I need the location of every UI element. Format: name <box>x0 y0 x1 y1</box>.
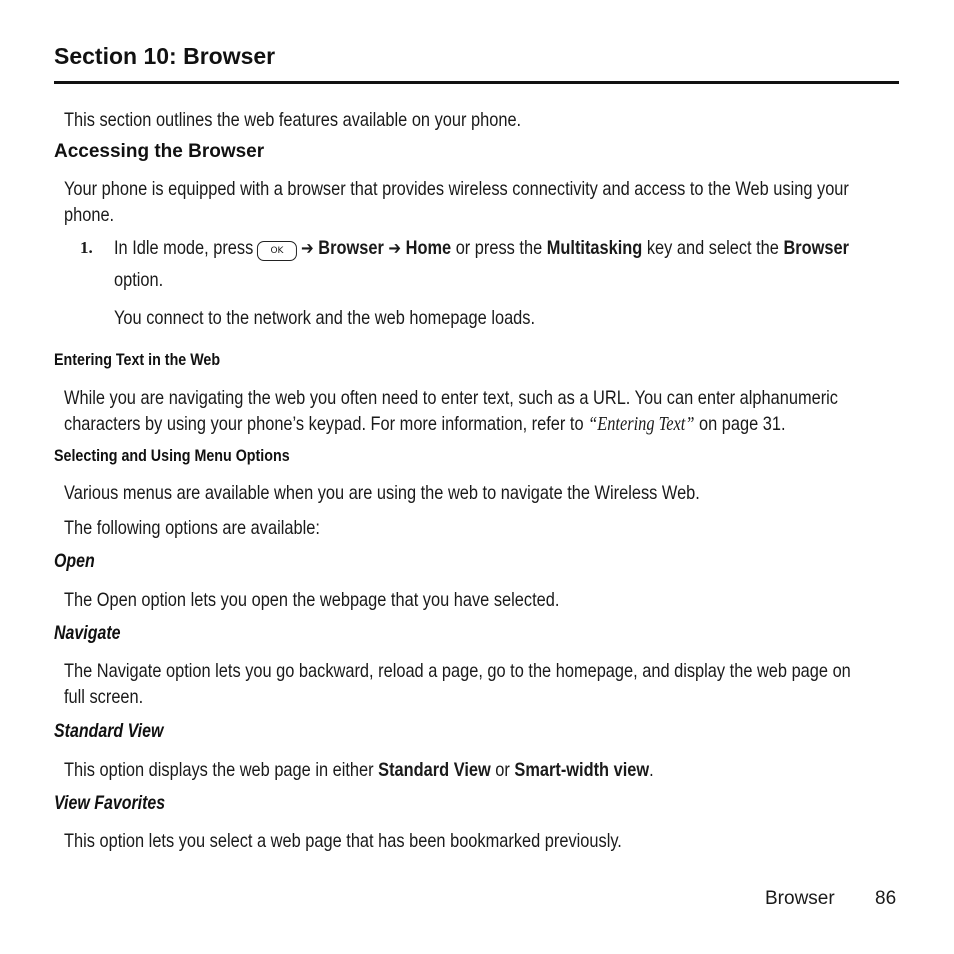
step-or-press: or press the <box>455 237 543 259</box>
entering-text-xref[interactable]: “Entering Text” <box>588 414 695 435</box>
section-title: Section 10: Browser <box>54 43 276 69</box>
step-1-line2: option. <box>114 269 164 291</box>
step-number: 1. <box>80 238 93 257</box>
arrow-right-icon: ➔ <box>388 238 402 259</box>
view-favorites-text: This option lets you select a web page that has been bookmarked previously. <box>64 830 622 852</box>
heading-standard-view: Standard View <box>54 721 164 742</box>
selecting-para2: The following options are available: <box>64 517 320 539</box>
browser-option: Browser <box>783 237 849 259</box>
menu-home: Home <box>405 237 452 259</box>
step-1-line1 <box>114 235 849 262</box>
footer-section-name: Browser <box>765 888 835 909</box>
heading-selecting-menu-options: Selecting and Using Menu Options <box>54 446 290 465</box>
standard-view-option: Standard View <box>378 759 491 781</box>
step-key-select: key and select the <box>646 237 779 259</box>
heading-navigate: Navigate <box>54 623 121 644</box>
step-1-result: You connect to the network and the web homepage loads. <box>114 307 536 329</box>
menu-browser: Browser <box>318 237 384 259</box>
entering-line1: While you are navigating the web you often need to enter text, such as a URL. You can enter alphanumeric <box>64 387 838 409</box>
intro-text: This section outlines the web features available on your phone. <box>64 109 522 131</box>
standard-view-period: . <box>649 759 654 781</box>
title-rule <box>54 81 899 84</box>
heading-entering-text: Entering Text in the Web <box>54 350 221 369</box>
accessing-para-line2: phone. <box>64 204 115 226</box>
footer-page-number: 86 <box>875 888 897 909</box>
entering-paragraph <box>64 385 838 438</box>
navigate-line2: full screen. <box>64 686 144 708</box>
ok-key-icon: OK <box>257 241 297 261</box>
heading-view-favorites: View Favorites <box>54 793 166 814</box>
heading-open: Open <box>54 551 95 572</box>
step-prefix: In Idle mode, press <box>114 237 254 259</box>
accessing-para-line1: Your phone is equipped with a browser that provides wireless connectivity and access to the Web using your <box>64 178 849 200</box>
multitasking-key: Multitasking <box>546 237 643 259</box>
accessing-paragraph <box>64 176 849 228</box>
standard-view-prefix: This option displays the web page in either <box>64 759 374 781</box>
standard-view-text <box>64 757 654 783</box>
navigate-paragraph <box>64 658 851 710</box>
standard-view-or: or <box>495 759 510 781</box>
heading-accessing-browser: Accessing the Browser <box>54 141 265 162</box>
open-text: The Open option lets you open the webpage that you have selected. <box>64 589 560 611</box>
selecting-para1: Various menus are available when you are using the web to navigate the Wireless Web. <box>64 482 700 504</box>
arrow-right-icon: ➔ <box>301 238 314 259</box>
entering-line2-prefix: characters by using your phone’s keypad. For more information, refer to <box>64 413 584 435</box>
navigate-line1: The Navigate option lets you go backward, reload a page, go to the homepage, and display the web page on <box>64 660 851 682</box>
smart-width-view-option: Smart-width view <box>514 759 650 781</box>
entering-line2-suffix: on page 31. <box>699 413 786 435</box>
